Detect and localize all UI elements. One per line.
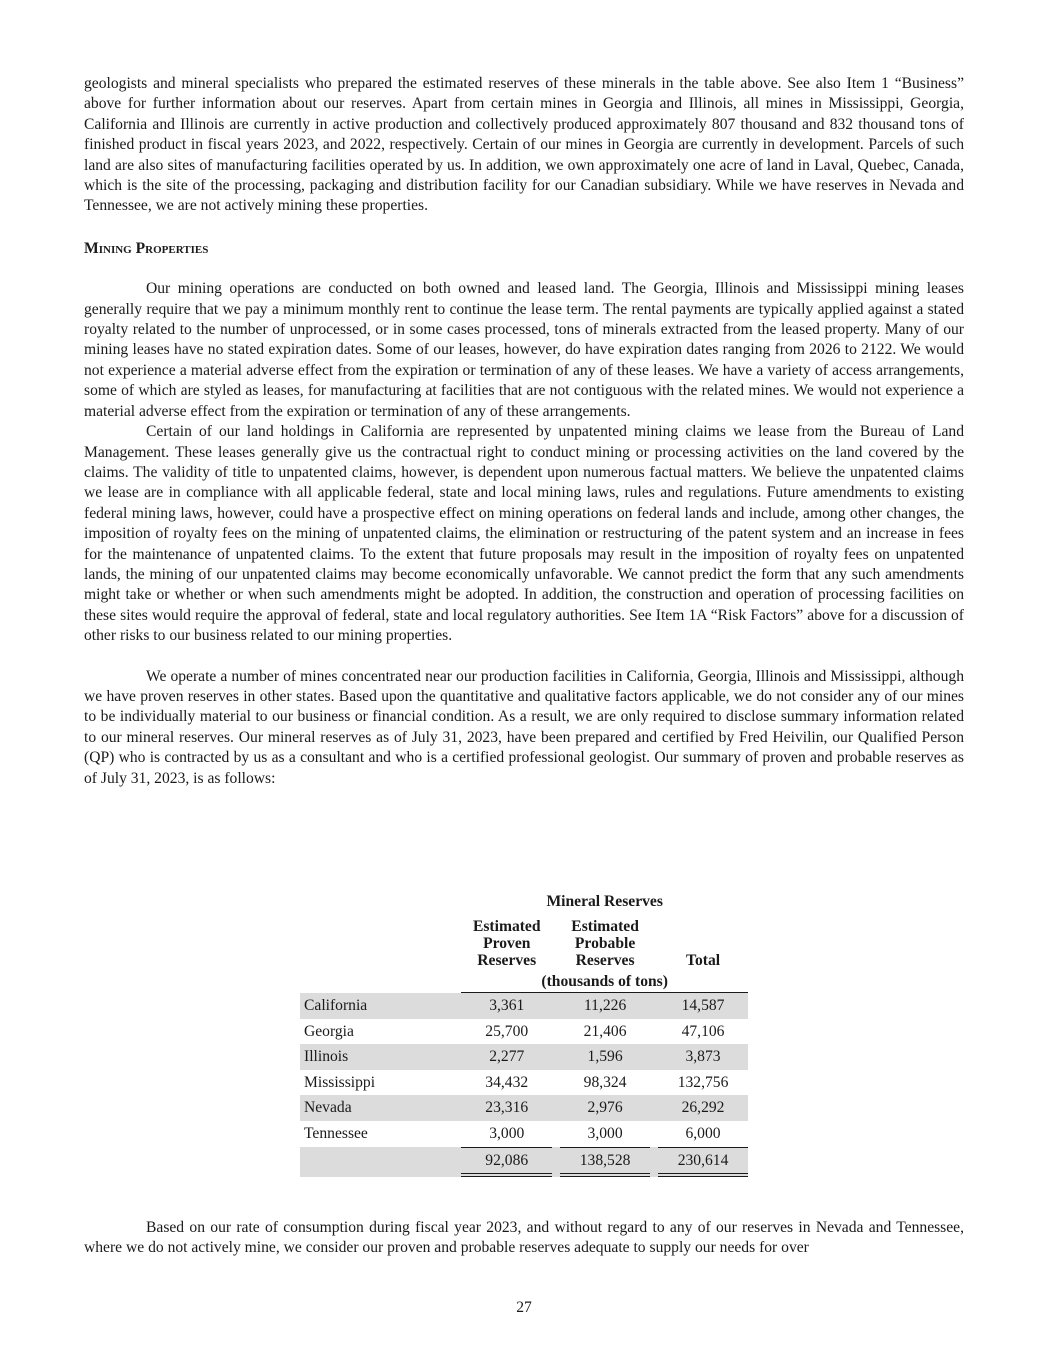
cell-probable: 98,324 — [583, 1073, 627, 1091]
column-header-proven: Estimated Proven Reserves — [472, 918, 541, 969]
cell-probable: 1,596 — [560, 1044, 651, 1070]
cell-total: 132,756 — [677, 1073, 729, 1091]
cell-proven: 3,000 — [489, 1124, 525, 1142]
cell-proven: 23,316 — [461, 1095, 552, 1121]
mineral-reserves-table-container — [300, 893, 748, 1177]
cell-total: 230,614 — [658, 1147, 748, 1178]
cell-probable: 11,226 — [560, 993, 651, 1019]
page-number: 27 — [516, 1299, 532, 1316]
cell-total: 14,587 — [658, 993, 748, 1019]
cell-total: 47,106 — [681, 1022, 725, 1040]
paragraph-mining-operations: Our mining operations are conducted on both owned and leased land. The Georgia, Illinois and Mississippi mining leases generally require that we pay a minimum monthly rent to continue the lease term. The rental payments are typically applied against a stated royalty related to the number of unprocessed, or in some cases processed, tons of minerals extracted from the leased property. Many of our mining leases have no stated expiration dates. Some of our leases, however, do have expiration dates ranging from 2026 to 2122. We would not experience a material adverse effect from the expiration or termination of any of these leases. We have a variety of access arrangements, some of which are styled as leases, for manufacturing at facilities that are not contiguous with the related mines. We would not experience a material adverse effect from the expiration or termination of any of these arrangements. — [84, 280, 964, 420]
row-label — [300, 1147, 461, 1178]
row-label: Illinois — [300, 1044, 461, 1070]
paragraph-unpatented-claims: Certain of our land holdings in California are represented by unpatented mining claims we lease from the Bureau of Land Management. These leases generally give us the contractual right to conduct mining or processing activities on the land covered by the claims. The validity of title to unpatented claims, however, is dependent upon numerous factual matters. We believe the unpatented claims we lease are in compliance with all applicable federal, state and local mining laws, rules and regulations. Future amendments to existing federal mining laws, however, could have a prospective effect on mining operations on federal lands and include, among other changes, the imposition of royalty fees on the mining of unpatented claims, the elimination or restructuring of the patent system and an increase in fees for the maintenance of unpatented claims. To the extent that future proposals may result in the imposition of royalty fees on unpatented lands, the mining of our unpatented claims may become economically unfavorable. We cannot predict the form that any such amendments might take or whether or when such amendments might be adopted. In addition, the construction and operation of processing facilities on these sites would require the approval of federal, state and local regulatory authorities. See Item 1A “Risk Factors” above for a discussion of other risks to our business related to our mining properties. — [84, 423, 964, 645]
table-title: Mineral Reserves — [546, 893, 663, 910]
cell-proven: 3,361 — [461, 993, 552, 1019]
paragraph-reserves-intro: geologists and mineral specialists who prepared the estimated reserves of these minerals in the table above. See also Item 1 “Business” above for further information about our reserves. Apart from certain mines in Georgia and Illinois, all mines in Mississippi, Georgia, California and Illinois are currently in active production and collectively produced approximately 807 thousand and 832 thousand tons of finished product in fiscal years 2023, and 2022, respectively. Certain of our mines in Georgia are currently in development. Parcels of such land are also sites of manufacturing facilities operated by us. In addition, we own approximately one acre of land in Laval, Quebec, Canada, which is the site of the processing, packaging and distribution facility for our Canadian subsidiary. While we have reserves in Nevada and Tennessee, we are not actively mining these properties. — [84, 75, 964, 215]
cell-proven: 2,277 — [461, 1044, 552, 1070]
table-total-row — [300, 1147, 748, 1178]
cell-total: 26,292 — [658, 1095, 748, 1121]
cell-proven: 34,432 — [485, 1073, 529, 1091]
table-units: (thousands of tons) — [461, 969, 748, 993]
section-heading-mining-properties: Mining Properties — [84, 239, 209, 257]
cell-proven: 92,086 — [461, 1147, 552, 1178]
table-row — [300, 1044, 748, 1070]
document-page — [84, 74, 964, 789]
row-label: Nevada — [300, 1095, 461, 1121]
cell-probable: 3,000 — [587, 1124, 623, 1142]
row-label: California — [300, 993, 461, 1019]
cell-proven: 25,700 — [485, 1022, 529, 1040]
table-row — [300, 1121, 748, 1147]
row-label: Georgia — [304, 1022, 354, 1040]
column-header-total: Total — [685, 952, 721, 969]
table-row — [300, 993, 748, 1019]
mineral-reserves-table — [300, 893, 748, 1177]
table-row — [300, 1019, 748, 1045]
table-row — [300, 1070, 748, 1096]
row-label: Tennessee — [304, 1124, 368, 1142]
cell-total: 3,873 — [658, 1044, 748, 1070]
paragraph-mines-summary: We operate a number of mines concentrated near our production facilities in California, Georgia, Illinois and Mississippi, although we have proven reserves in other states. Based upon the quantitative and qualitative factors applicable, we do not consider any of our mines to be individually material to our business or financial condition. As a result, we are only required to disclose summary information related to our mineral reserves. Our mineral reserves as of July 31, 2023, have been prepared and certified by Fred Heivilin, our Qualified Person (QP) who is contracted by us as a consultant and who is a certified professional geologist. Our summary of proven and probable reserves as of July 31, 2023, is as follows: — [84, 667, 964, 787]
paragraph-reserves-adequacy: Based on our rate of consumption during fiscal year 2023, and without regard to any of our reserves in Nevada and Tennessee, where we do not actively mine, we consider our proven and probable reserves adequate to supply our needs for over — [84, 1219, 964, 1257]
table-row — [300, 1095, 748, 1121]
row-label: Mississippi — [304, 1073, 376, 1091]
cell-probable: 138,528 — [560, 1147, 651, 1178]
cell-probable: 21,406 — [583, 1022, 627, 1040]
cell-total: 6,000 — [685, 1124, 721, 1142]
cell-probable: 2,976 — [560, 1095, 651, 1121]
column-header-probable: Estimated Probable Reserves — [571, 918, 639, 969]
